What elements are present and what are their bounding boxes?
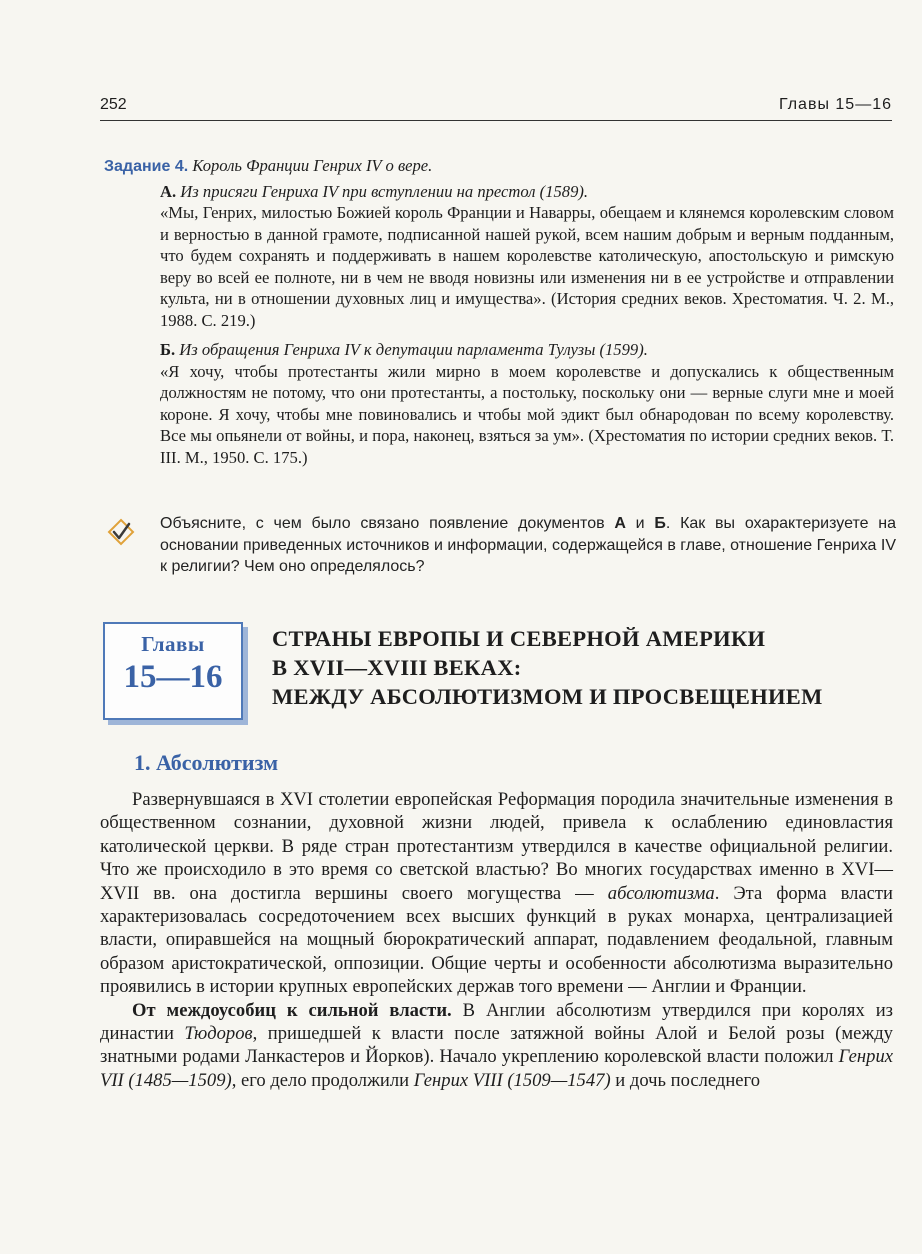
p1-part-1: Развернувшаяся в XVI столетии европейская Реформация породила значительные изменения в общественном сознании, духовной жизни людей, привела к ослаблению единовластия католической церкви. В ряде стран протестантизм утвердился в качестве официальной религии. Что же происходило в это время со светской властью? Во многих государствах именно в XVI—XVII вв. она достигла вершины своего могущества — — [100, 789, 893, 904]
chapter-title-line: В XVII—XVIII ВЕКАХ: — [272, 655, 522, 680]
source-b-heading — [160, 339, 894, 361]
task-block — [100, 155, 894, 468]
source-b-letter: Б. — [160, 340, 176, 359]
task-title-text: Король Франции Генрих IV о вере. — [192, 156, 433, 175]
p2-part-3: , его дело продолжили — [231, 1069, 414, 1091]
term-henry-7: Генрих VII (1485—1509) — [100, 1046, 893, 1091]
source-b — [160, 339, 894, 468]
source-a-text: «Мы, Генрих, милостью Божией король Франции и Наварры, обещаем и клянемся королевским словом и верностью в данной грамоте, подписанной нашей рукой, всем нашим добрым и верным подданным, что будем сохранять и поддерживать в нашем королевстве католическую, апостольскую и римскую веру во всей ее полноте, ни в чем не вводя новизны или изменения ни в ее устройстве и отправлении культа, ни в отношении духовных лиц и имущества». (История средних веков. Хрестоматия. Ч. 2. М., 1988. С. 219.) — [160, 203, 894, 330]
page-number: 252 — [100, 96, 127, 113]
body-text — [100, 788, 893, 1092]
question-doc-b: Б — [654, 515, 666, 532]
p2-part-4: и дочь последнего — [610, 1069, 761, 1091]
paragraph-2 — [100, 999, 893, 1093]
source-a-letter: А. — [160, 181, 177, 201]
source-a — [160, 181, 894, 332]
page-header — [100, 90, 892, 121]
source-b-title: Из обращения Генриха IV к депутации парламента Тулузы (1599). — [179, 340, 648, 359]
chapter-title-line: МЕЖДУ АБСОЛЮТИЗМОМ И ПРОСВЕЩЕНИЕМ — [272, 684, 823, 709]
question-and: и — [625, 515, 655, 532]
chapter-range: 15—16 — [123, 659, 223, 695]
chapter-box — [103, 622, 243, 720]
p2-part-2: , пришедшей к власти после затяжной войны Алой и Белой розы (между знатными родами Ланкастеров и Йорков). Начало укреплению королевской власти положил — [100, 1023, 893, 1068]
question-part-1: Объясните, с чем было связано появление документов — [160, 515, 615, 532]
task-title — [104, 155, 894, 178]
source-b-text: «Я хочу, чтобы протестанты жили мирно в моем королевстве и допускались к общественным должностям не потому, что они протестанты, а постольку, поскольку они — верные слуги мне и моей короне. Я хочу, чтобы мне повиновались и чтобы мой эдикт был обнародован по всему королевству. Все мы опьянели от войны, и пора, наконец, взяться за ум». (Хрестоматия по истории средних веков. Т. III. М., 1950. С. 175.) — [160, 361, 894, 467]
p2-part-1: В Англии абсолютизм утвердился при королях из династии — [100, 999, 894, 1045]
source-a-heading — [160, 181, 894, 203]
paragraph-1 — [100, 788, 893, 999]
task-label: Задание 4. — [104, 158, 189, 175]
source-a-title: Из присяги Генриха IV при вступлении на престол (1589). — [180, 181, 589, 201]
question-text — [160, 513, 896, 578]
chapter-title-line: СТРАНЫ ЕВРОПЫ И СЕВЕРНОЙ АМЕРИКИ — [272, 626, 766, 651]
p1-part-2: . Эта форма власти характеризовалась сосредоточением всех высших функций в руках монарха, централизацией власти, опиравшейся на мощный бюрократический аппарат, подавлением феодальной, главным образом аристократической, оппозиции. Общие черты и особенности абсолютизма выразительно проявились в истории крупных европейских держав того времени — Англии и Франции. — [100, 882, 893, 998]
term-tudors: Тюдоров — [184, 1023, 253, 1045]
term-henry-8: Генрих VIII (1509—1547) — [413, 1069, 611, 1091]
question-doc-a: А — [614, 515, 626, 532]
term-absolutism: абсолютизма — [607, 882, 715, 904]
running-head: Главы 15—16 — [778, 96, 892, 113]
chapter-word: Главы — [141, 632, 205, 656]
chapter-title — [272, 624, 902, 711]
p2-heading: От междоусобиц к сильной власти. — [132, 999, 452, 1021]
question-part-2: . Как вы охарактеризуете на основании приведенных источников и информации, содержащейся в главе, отношение Генриха IV к религии? Чем оно определялось? — [160, 515, 897, 575]
check-mark-icon — [106, 517, 136, 547]
section-heading: 1. Абсолютизм — [134, 750, 279, 775]
